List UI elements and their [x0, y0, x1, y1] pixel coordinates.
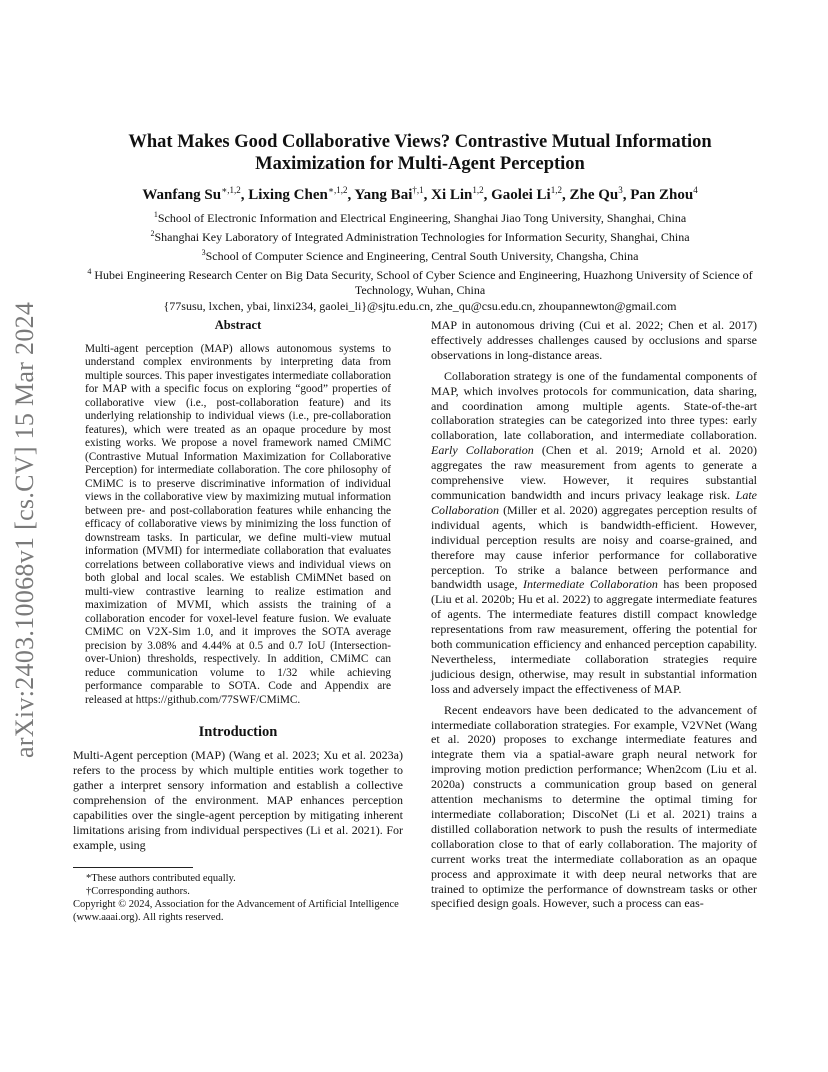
- affiliations: [70, 207, 770, 314]
- body-paragraph: MAP in autonomous driving (Cui et al. 2022; Chen et al. 2017) effectively addresses challenges caused by occlusions and sparse observations in long-distance areas.: [431, 318, 757, 362]
- author-list: Wanfang $Su^{∗,1,2}$, Lixing Chen$^{∗,1,2}$, Yang Bai$^{\dagger,1}$, Xi Lin$^{1,2}$, Gaolei Li$^{1,2}$, Zhe Qu$^3$, Pan Zhou$^4$: [142, 185, 698, 203]
- copyright-notice: Copyright © 2024, Association for the Advancement of Artificial Intelligence (www.aaai.org). All rights reserved.: [73, 898, 399, 923]
- paper-title: [90, 131, 750, 175]
- author: Zhe Qu$^3$: [569, 185, 623, 203]
- intro-paragraph: Multi-Agent perception (MAP) (Wang et al. 2023; Xu et al. 2023a) refers to the process by which multiple entities work together to gather a interpret sensory information and establish a collective comprehension of the environment. MAP enhances perception capabilities over the single-agent perception by mitigating inherent limitations arising from individual perspectives (Li et al. 2021). For example, using: [73, 748, 403, 852]
- author: Pan Zhou$^4$: [630, 185, 698, 203]
- body-paragraph-recent: Recent endeavors have been dedicated to the advancement of intermediate collaboration strategies. For example, V2VNet (Wang et al. 2020) proposes to exchange intermediate features and integrate them via a spatial-aware graph neural network for improving motion prediction performance; When2com (Liu et al. 2020a) constructs a communication group based on general attention mechanisms to determine the optimal timing for intermediate collaboration; DiscoNet (Li et al. 2021) trains a distilled collaboration network to push the results of intermediate collaboration close to that of early collaboration. The majority of current works treat the intermediate collaboration as an opaque process and approximate it with deep neural networks that are trained to optimize the performance of downstream tasks or other specified design goals. However, such a process can eas-: [431, 702, 757, 911]
- footnote-corresponding: †Corresponding authors.: [86, 885, 190, 897]
- author: Gaolei Li$^{1,2}$: [491, 185, 562, 203]
- affiliation: $^4$ Hubei Engineering Research Center on Big Data Security, School of Cyber Science and Engineering, Huazhong University of Science of Technology, Wuhan, China: [87, 267, 753, 297]
- title-line-1: What Makes Good Collaborative Views? Contrastive Mutual Information: [128, 132, 712, 152]
- author: Lixing Chen$^{∗,1,2}$: [248, 185, 348, 203]
- author: Xi Lin$^{1,2}$: [431, 185, 484, 203]
- abstract-text: Multi-agent perception (MAP) allows autonomous systems to understand complex environments by interpreting data from multiple sources. This paper investigates intermediate collaboration for MAP with a specific focus on exploring “good” properties of collaborative view (i.e., post-collaboration feature) and its underlying relationship to individual views (i.e., pre-collaboration features), which were treated as an opaque procedure by most existing works. We propose a novel framework named CMiMC (Contrastive Mutual Information Maximization for Collaborative Perception) for intermediate collaboration. The core philosophy of CMiMC is to preserve discriminative information of individual views in the collaborative view by maximizing mutual information between pre- and post-collaboration features while enhancing the efficacy of collaborative views by minimizing the loss function of downstream tasks. In particular, we define multi-view mutual information (MVMI) for intermediate collaboration that evaluates correlations between collaborative views and individual views on both global and local scales. We establish CMiMNet based on multi-view contrastive learning to realize estimation and maximization of MVMI, which assists the training of a collaboration encoder for voxel-level feature fusion. We evaluate CMiMC on V2X-Sim 1.0, and it improves the SOTA average precision by 3.08% and 4.44% at 0.5 and 0.7 IoU (Intersection-over-Union) thresholds, respectively. In addition, CMiMC can reduce communication volume to 1/32 while achieving performance comparable to SOTA. Code and Appendix are released at https://github.com/77SWF/CMiMC.: [85, 342, 391, 706]
- body-paragraph-collaboration: Collaboration strategy is one of the fundamental components of MAP, which involves protocols for communication, data sharing, and coordination among multiple agents. State-of-the-art collaboration strategies can be categorized into three types: early collaboration, late collaboration, and intermediate collaboration. Early Collaboration (Chen et al. 2019; Arnold et al. 2020) aggregates the raw measurement from agents to generate a comprehensive view. However, it requires substantial communication bandwidth and incurs privacy leakage risk. Late Collaboration (Miller et al. 2020) aggregates perception results of individual agents, which is bandwidth-efficient. However, individual perception results are noisy and coarse-grained, and therefore may cause inferior performance for collaborative perception. To strike a balance between performance and bandwidth usage, Intermediate Collaboration has been proposed (Liu et al. 2020b; Hu et al. 2022) to aggregate intermediate features of agents. The intermediate features distill compact knowledge representations from raw measurement, offering the potential for both communication efficiency and enhanced perception capability. Nevertheless, intermediate collaboration strategies require judicious design, otherwise, may result in substantial information loss and adversely impact the effectiveness of MAP.: [431, 368, 758, 696]
- affiliation: $^1$School of Electronic Information and Electrical Engineering, Shanghai Jiao Tong University, Shanghai, China: [153, 210, 687, 225]
- author: Yang Bai$^{\dagger,1}$: [354, 185, 424, 203]
- author-emails: {77susu, lxchen, ybai, linxi234, gaolei_li}@sjtu.edu.cn, zhe_qu@csu.edu.cn, zhoupannewton@gmail.com: [163, 299, 677, 313]
- affiliation: $^2$Shanghai Key Laboratory of Integrated Administration Technologies for Information Security, Shanghai, China: [150, 229, 690, 244]
- title-line-2: Maximization for Multi-Agent Perception: [255, 154, 585, 174]
- abstract-heading: Abstract: [214, 318, 262, 332]
- right-column: [431, 318, 757, 911]
- affiliation: $^3$School of Computer Science and Engineering, Central South University, Changsha, China: [201, 248, 639, 263]
- footnote-rule: [73, 867, 193, 868]
- left-column: [73, 318, 403, 924]
- introduction-heading: Introduction: [198, 724, 278, 741]
- arxiv-side-stamp: arXiv:2403.10068v1 [cs.CV] 15 Mar 2024: [10, 301, 39, 758]
- footnote-equal-contribution: *These authors contributed equally.: [86, 872, 236, 884]
- author: Wanfang $Su^{∗,1,2}$: [142, 185, 241, 203]
